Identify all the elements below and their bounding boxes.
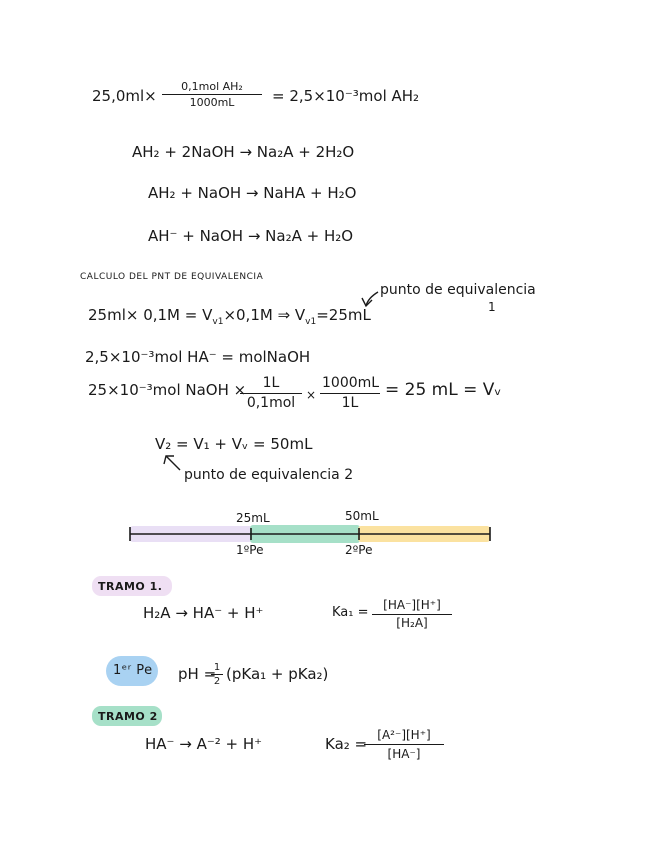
pe1-formula-lead: pH = <box>178 665 217 683</box>
eq3-f1-num: 1L <box>240 375 302 394</box>
pe1-half-num: 1 <box>211 662 223 675</box>
eq1-sub: v1 <box>212 317 224 327</box>
tramo1-reaction: H₂A → HA⁻ + H⁺ <box>143 604 264 622</box>
tramo2-tag: TRAMO 2 <box>98 710 158 723</box>
eq1-result: =25mL <box>316 306 371 324</box>
eq3-lead: 25×10⁻³mol NaOH × <box>88 381 247 399</box>
eq3-result: = 25 mL = Vᵥ <box>385 380 502 400</box>
section-heading: CALCULO DEL PNT DE EQUIVALENCIA <box>80 272 264 282</box>
eq2-line: 2,5×10⁻³mol HA⁻ = molNaOH <box>85 348 311 366</box>
eq1-text: 25ml× 0,1M = V <box>88 306 213 324</box>
reaction-2: AH₂ + NaOH → NaHA + H₂O <box>148 184 357 202</box>
eq1-rest-sub: v1 <box>305 317 317 327</box>
eq3-f2-num: 1000mL <box>320 375 380 394</box>
reaction-1: AH₂ + 2NaOH → Na₂A + 2H₂O <box>132 143 355 161</box>
axis-label-1: 25mL <box>236 511 270 525</box>
calc-frac-num: 0,1mol AH₂ <box>162 80 262 95</box>
tramo1-ka-den: [H₂A] <box>396 616 428 630</box>
calc-amount: 25,0ml× <box>92 87 157 105</box>
eq4-note: punto de equivalencia 2 <box>184 467 354 483</box>
tramo2-reaction: HA⁻ → A⁻² + H⁺ <box>145 735 263 753</box>
eq3-times: × <box>306 388 317 402</box>
calc-result: = 2,5×10⁻³mol AH₂ <box>272 87 420 105</box>
reaction-3: AH⁻ + NaOH → Na₂A + H₂O <box>148 227 354 245</box>
axis-pe-1: 1ºPe <box>236 543 264 557</box>
eq1-note-num: 1 <box>488 300 496 314</box>
axis-label-2: 50mL <box>345 509 379 523</box>
eq3-f1-den: 0,1mol <box>246 395 296 411</box>
pe1-half-den: 2 <box>213 676 221 687</box>
eq4-line: V₂ = V₁ + Vᵥ = 50mL <box>155 435 313 453</box>
tramo2-ka-den: [HA⁻] <box>387 747 421 761</box>
eq1-rest: ×0,1M ⇒ V <box>223 306 306 324</box>
tramo1-ka-label: Ka₁ = <box>332 605 369 620</box>
arrow-to-v2 <box>166 456 180 470</box>
tramo1-ka-num: [HA⁻][H⁺] <box>372 598 452 615</box>
tramo2-ka-label: Ka₂ = <box>325 735 368 753</box>
tramo1-tag: TRAMO 1. <box>98 580 163 593</box>
tramo2-ka-num: [A²⁻][H⁺] <box>364 727 444 745</box>
calc-frac-den: 1000mL <box>189 96 235 109</box>
pe1-formula-rest: (pKa₁ + pKa₂) <box>226 665 329 683</box>
axis-pe-2: 2ºPe <box>345 543 373 557</box>
eq1-note: punto de equivalencia <box>380 282 536 298</box>
eq3-f2-den: 1L <box>341 395 359 411</box>
pe1-tag: 1ᵉʳ Pe <box>113 663 153 678</box>
